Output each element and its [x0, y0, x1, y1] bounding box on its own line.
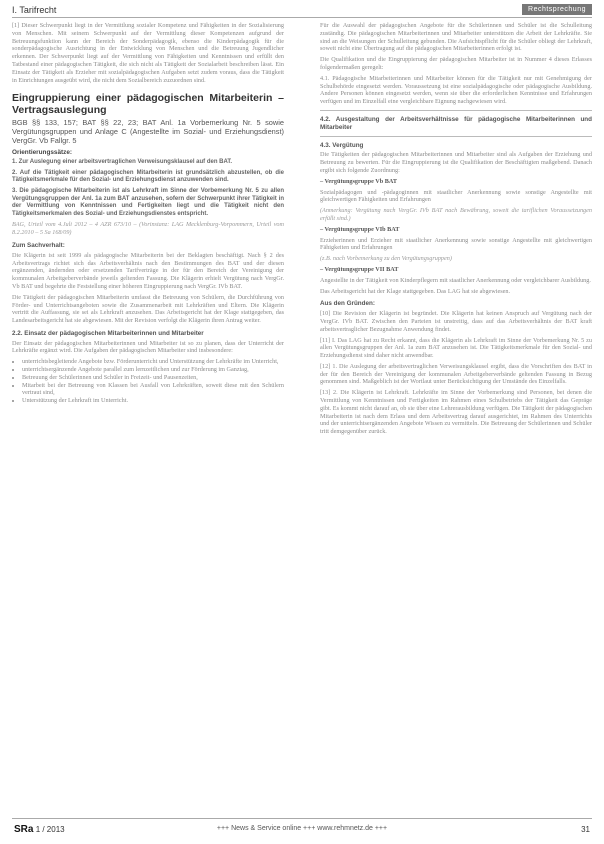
- task-list: [12, 358, 284, 405]
- pay-group-2-text: Erzieherinnen und Erzieher mit staatlicher Anerkennung sowie sonstige Angestellte mit gleichwertigen Fähigkeiten und Erfahrungen: [320, 236, 592, 252]
- facts-paragraph-2: Die Tätigkeit der pädagogischen Mitarbeiterin umfasst die Betreuung von Schülern, die Durchführung von Förder- und Unterrichtsangeboten sowie die Zusammenarbeit mit Lehrkräften und Eltern. Die Klägerin vertritt die Auffassung, sie sei als Lehrkraft anzusehen. Das Arbeitsgericht hat der Klage stattgegeben, das Landesarbeitsgericht hat sie abgewiesen. Mit der Revision verfolgt die Klägerin ihren Antrag weiter.: [12, 293, 284, 325]
- intro-paragraph: [1] Dieser Schwerpunkt liegt in der Vermittlung sozialer Kompetenz und Fähigkeiten in der Sozialisierung von Menschen. Mit seinem Schwerpunkt auf der Vermittlung dieser Kompetenzen aufgrund der Betreuungsfunktion kann der Bereich der Sonderpädagogik, ebenso die Kinderpädagogik für die sonderpädagogische Ausrichtung in der Entwicklung von Menschen und die Betreuung Jugendlicher erkennen. Der Schwerpunkt liegt auf der Vermittlung von Fähigkeiten und Kenntnissen und erfüllt den Tatbestand einer pädagogischen Tätigkeit, die sich nicht als Tätigkeit der Sozialarbeit beschreiben lässt. Ein Einsatz der Tätigkeit als Erzieher mit sozialpädagogischen Aufgaben setzt zudem voraus, dass die Tätigkeit in Einrichtungen ausgeübt wird, die nicht dem Sozialbereich zuzuordnen sind.: [12, 22, 284, 84]
- section-4-2-heading: 4.2. Ausgestaltung der Arbeitsverhältnisse für pädagogische Mitarbeiterinnen und Mitarbeiter: [320, 115, 592, 131]
- right-paragraph-2: Die Qualifikation und die Eingruppierung der pädagogischen Mitarbeiter ist in Nummer 4 dieses Erlasses folgendermaßen geregelt:: [320, 56, 592, 71]
- orientation-1: 1. Zur Auslegung einer arbeitsvertraglichen Verweisungsklausel auf den BAT.: [12, 159, 233, 166]
- footer-rule: [12, 818, 592, 819]
- article-title: Eingruppierung einer pädagogischen Mitarbeiterin – Vertragsauslegung: [12, 92, 284, 117]
- pay-group-2-note: (z.B. nach Vorbemerkung zu den Vergütungsgruppen): [320, 255, 452, 263]
- reasons-paragraph-4: [13] 2. Die Klägerin ist Lehrkraft. Lehrkräfte im Sinne der Vorbemerkung sind Personen, bei denen die Vermittlung von Kenntnissen und Fertigkeiten im Rahmen eines Schulbetriebs der Tätigkeit das Gepräge gibt. Es kommt nicht darauf an, ob sie über eine Lehrerausbildung verfügen. Die Tätigkeit der pädagogischen Mitarbeiterin ist nach dem Erlass und dem Arbeitsvertrag darauf ausgerichtet, im Rahmen des Unterrichts und der unterrichtsergänzenden Angebote Wissen zu vermitteln. Die Betreuung der Schülerinnen und Schüler tritt demgegenüber zurück.: [320, 389, 592, 436]
- right-column: [320, 22, 592, 439]
- pay-group-3-heading: – Vergütungsgruppe VII BAT: [320, 265, 399, 273]
- section-title: I. Tarifrecht: [12, 5, 57, 15]
- pay-group-1-note: (Anmerkung: Vergütung nach VergGr. IVb BAT nach Bewährung, soweit die tariflichen Voraussetzungen erfüllt sind.): [320, 207, 592, 222]
- reasons-paragraph-3: [12] 1. Die Auslegung der arbeitsvertraglichen Verweisungsklausel ergibt, dass die Vorschriften des BAT in der für den Bereich der Vereinigung der kommunalen Arbeitgeberverbände geltenden Fassung in Bezug genommen sind. Maßgeblich ist der Wortlaut unter Berücksichtigung der Umstände des Einzelfalls.: [320, 362, 592, 386]
- list-item: • unterrichtsergänzende Angebote parallel zum lernzeitlichen und zur Förderung im Ganztag,: [22, 366, 284, 374]
- section-4-3-heading: 4.3. Vergütung: [320, 141, 364, 149]
- divider: [320, 110, 592, 111]
- facts-paragraph-1: Die Klägerin ist seit 1999 als pädagogische Mitarbeiterin bei der Beklagten beschäftigt. Nach § 2 des Arbeitsvertrags richtet sich das Arbeitsverhältnis nach den Bestimmungen des BAT und der diesen ergänzenden, ändernden oder ersetzenden Tarifverträge in der für den Bereich der Vereinigung der kommunalen Arbeitgeberverbände jeweils geltenden Fassung. Die Klägerin erhielt Vergütung nach VergGr. Vb BAT und begehrte die Feststellung einer höheren Eingruppierung nach VergGr. IVb BAT.: [12, 251, 284, 290]
- pay-group-2-heading: – Vergütungsgruppe VIb BAT: [320, 225, 400, 233]
- list-item: • Mitarbeit bei der Betreuung von Klassen bei Ausfall von Lehrkräften, soweit diese mit den Schülern vertraut sind,: [22, 382, 284, 398]
- issue-number: 1 / 2013: [35, 825, 65, 834]
- list-item: • Unterstützung der Lehrkraft im Unterricht.: [22, 397, 284, 405]
- reasons-paragraph-1: [10] Die Revision der Klägerin ist begründet. Die Klägerin hat keinen Anspruch auf Vergütung nach der VergGr. IVb BAT. Zwischen den Parteien ist unstreitig, dass auf das Arbeitsverhältnis der BAT kraft arbeitsvertraglicher Bezugnahme Anwendung findet.: [320, 310, 592, 333]
- divider: [320, 136, 592, 137]
- article-subtitle: BGB §§ 133, 157; BAT §§ 22, 23; BAT Anl. 1a Vorbemerkung Nr. 5 sowie Vergütungsgruppen und Anlage C (Angestellte im Sozial- und Erziehungsdienst) VergGr. Vb Fallgr. 5: [12, 118, 284, 146]
- left-column: [12, 22, 284, 408]
- right-paragraph-1: Für die Auswahl der pädagogischen Angebote für die Schülerinnen und Schüler ist die Schulleitung zuständig. Die pädagogischen Mitarbeiterinnen und Mitarbeiter unterstützen die Arbeit der Lehrkräfte. Sie sind an die Weisungen der Schulleitung gebunden. Die Aufsichtspflicht für die Schüler obliegt der Lehrkraft, soweit nicht eine Übertragung auf die pädagogischen Mitarbeiterinnen erfolgt ist.: [320, 22, 592, 53]
- court-citation: BAG, Urteil vom 4.Juli 2012 – 4 AZR 673/10 – (Vorinstanz: LAG Mecklenburg-Vorpommern, Urteil vom 8.2.2010 – 5 Sa 168/09): [12, 221, 284, 237]
- header-rule: [12, 17, 592, 18]
- pay-group-3-text: Angestellte in der Tätigkeit von Kinderpflegern mit staatlicher Anerkennung oder vergleichbarer Ausbildung.: [320, 276, 591, 284]
- list-item: • Betreuung der Schülerinnen und Schüler in Freizeit- und Pausenzeiten,: [22, 374, 284, 382]
- section-2-paragraph: Der Einsatz der pädagogischen Mitarbeiterinnen und Mitarbeiter ist so zu planen, dass der Unterricht der Lehrkräfte ergänzt wird. Die Aufgaben der pädagogischen Mitarbeiter sind insbesondere:: [12, 339, 284, 355]
- magazine-logo: SRa: [14, 824, 34, 835]
- section-2-heading: 2.2. Einsatz der pädagogischen Mitarbeiterinnen und Mitarbeiter: [12, 329, 204, 337]
- facts-heading: Zum Sachverhalt:: [12, 241, 65, 249]
- list-item: • unterrichtsbegleitende Angebote bzw. Förderunterricht und Unterstützung der Lehrkräfte im Unterricht,: [22, 358, 284, 366]
- pay-group-1-text: Sozialpädagogen und -pädagoginnen mit staatlicher Anerkennung sowie sonstige Angestellte mit gleichwertigen Fähigkeiten und Erfahrungen: [320, 188, 592, 204]
- orientation-3: 3. Die pädagogische Mitarbeiterin ist als Lehrkraft im Sinne der Vorbemerkung Nr. 5 zu allen Vergütungsgruppen der Anl. 1a zum BAT anzusehen, sofern der Schwerpunkt ihrer Tätigkeit in der Vermittlung von Kenntnissen und Fertigkeiten liegt und die Tätigkeit nicht den Tätigkeitsmerkmalen des Sozial- und Erziehungsdienstes entspricht.: [12, 187, 284, 217]
- orientation-heading: Orientierungssätze:: [12, 149, 73, 157]
- section-badge: Rechtsprechung: [522, 4, 592, 15]
- page-number: 31: [581, 825, 590, 834]
- footer-website-banner[interactable]: +++ News & Service online +++ www.rehmnetz.de +++: [216, 825, 388, 832]
- pay-group-1-heading: – Vergütungsgruppe Vb BAT: [320, 177, 397, 185]
- orientation-2: 2. Auf die Tätigkeit einer pädagogischen Mitarbeiterin ist grundsätzlich abzustellen, ob die Tätigkeitsmerkmale für den Sozial- und Erziehungsdienst anzuwenden sind.: [12, 169, 284, 184]
- pay-intro: Die Tätigkeiten der pädagogischen Mitarbeiterinnen und Mitarbeiter sind als Aufgaben der Erziehung und Betreuung zu bewerten. Für die Eingruppierung ist die Qualifikation der Beschäftigten maßgebend. Danach ergibt sich folgende Zuordnung:: [320, 151, 592, 174]
- reasons-paragraph-2: [11] I. Das LAG hat zu Recht erkannt, dass die Klägerin als Lehrkraft im Sinne der Vorbemerkung Nr. 5 zu allen Vergütungsgruppen der Anl. 1a zum BAT anzusehen ist. Die Tätigkeitsmerkmale für den Sozial- und Erziehungsdienst sind daher nicht anwendbar.: [320, 336, 592, 360]
- reasons-heading: Aus den Gründen:: [320, 300, 375, 308]
- procedure-paragraph: Das Arbeitsgericht hat der Klage stattgegeben. Das LAG hat sie abgewiesen.: [320, 287, 511, 295]
- right-paragraph-3: 4.1. Pädagogische Mitarbeiterinnen und Mitarbeiter können für die Tätigkeit nur mit Genehmigung der Schulbehörde eingesetzt werden. Voraussetzung ist eine sozialpädagogische oder pädagogische Ausbildung. Andere Personen können eingesetzt werden, wenn sie über die erforderlichen Kenntnisse und Erfahrungen verfügen und im Einzelfall eine vergleichbare Eignung nachgewiesen wird.: [320, 74, 592, 106]
